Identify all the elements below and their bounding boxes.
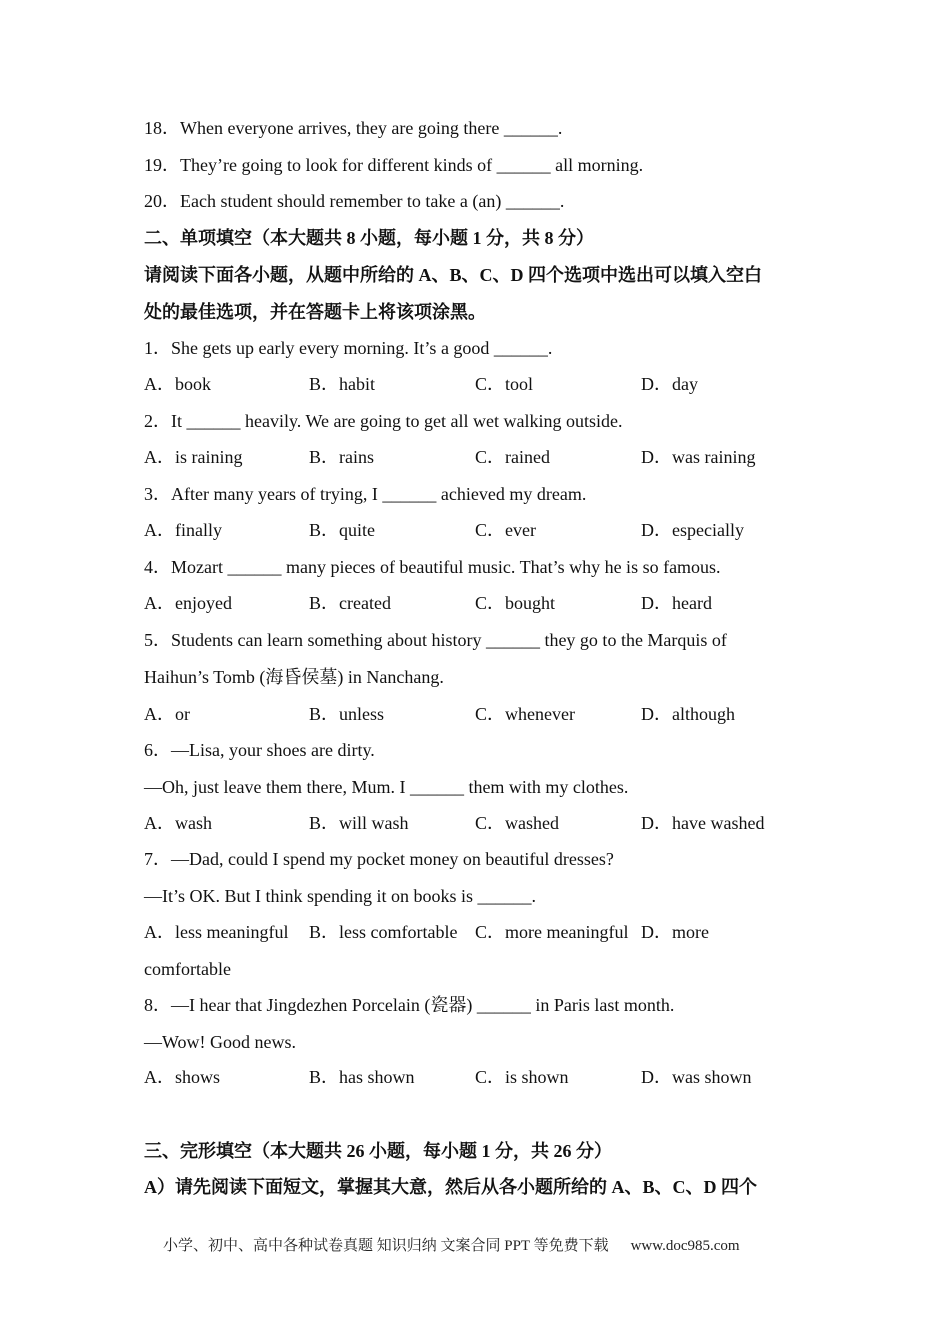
- question-5-option-a: A．or: [144, 704, 190, 724]
- question-2-option-d: D．was raining: [641, 447, 756, 467]
- question-5-option-d: D．although: [641, 704, 735, 724]
- question-6-option-b: B．will wash: [309, 813, 409, 833]
- question-1-option-d: D．day: [641, 374, 698, 394]
- question-3-option-a: A．finally: [144, 520, 222, 540]
- section3-heading: 三、完形填空（本大题共 26 小题，每小题 1 分，共 26 分）: [144, 1141, 612, 1161]
- question-7-option-c: C．more meaningful: [475, 922, 629, 942]
- question-6-option-a: A．wash: [144, 813, 212, 833]
- question-1-stem: 1．She gets up early every morning. It’s a good ______.: [144, 338, 553, 358]
- question-4-option-c: C．bought: [475, 593, 556, 613]
- question-1-option-b: B．habit: [309, 374, 375, 394]
- section2-heading: 二、单项填空（本大题共 8 小题，每小题 1 分，共 8 分）: [144, 228, 594, 248]
- question-7-option-b: B．less comfortable: [309, 922, 458, 942]
- footer-text: 小学、初中、高中各种试卷真题 知识归纳 文案合同 PPT 等免费下载: [163, 1238, 609, 1254]
- question-5-stem-line1: 5．Students can learn something about history ______ they go to the Marquis of: [144, 630, 727, 650]
- listening-question-19: 19．They’re going to look for different kinds of ______ all morning.: [144, 155, 644, 175]
- question-4-option-b: B．created: [309, 593, 391, 613]
- question-1-option-a: A．book: [144, 374, 211, 394]
- question-4-option-d: D．heard: [641, 593, 712, 613]
- question-3-option-d: D．especially: [641, 520, 744, 540]
- question-8-stem-line1: 8．—I hear that Jingdezhen Porcelain (瓷器) ______ in Paris last month.: [144, 995, 675, 1015]
- page-footer: [163, 1235, 740, 1257]
- question-4-stem: 4．Mozart ______ many pieces of beautiful music. That’s why he is so famous.: [144, 557, 721, 577]
- section2-instruction-line2: 处的最佳选项，并在答题卡上将该项涂黑。: [144, 302, 486, 322]
- question-5-option-b: B．unless: [309, 704, 385, 724]
- question-6-option-c: C．washed: [475, 813, 559, 833]
- question-2-option-a: A．is raining: [144, 447, 243, 467]
- question-3-stem: 3．After many years of trying, I ______ achieved my dream.: [144, 484, 587, 504]
- question-1-option-c: C．tool: [475, 374, 534, 394]
- question-8-option-d: D．was shown: [641, 1067, 752, 1087]
- question-2-option-b: B．rains: [309, 447, 374, 467]
- question-3-option-b: B．quite: [309, 520, 375, 540]
- listening-question-20: 20．Each student should remember to take a (an) ______.: [144, 191, 565, 211]
- question-8-option-b: B．has shown: [309, 1067, 415, 1087]
- question-2-option-c: C．rained: [475, 447, 550, 467]
- question-6-stem-line2: —Oh, just leave them there, Mum. I ______ them with my clothes.: [144, 777, 629, 797]
- question-5-stem-line2: Haihun’s Tomb (海昏侯墓) in Nanchang.: [144, 667, 444, 687]
- question-3-option-c: C．ever: [475, 520, 536, 540]
- question-8-option-c: C．is shown: [475, 1067, 569, 1087]
- section3-instruction-line1: A）请先阅读下面短文，掌握其大意，然后从各小题所给的 A、B、C、D 四个: [144, 1177, 757, 1197]
- question-8-stem-line2: —Wow! Good news.: [144, 1032, 297, 1052]
- question-6-option-d: D．have washed: [641, 813, 765, 833]
- question-7-option-a: A．less meaningful: [144, 922, 289, 942]
- question-7-stem-line2: —It’s OK. But I think spending it on books is ______.: [144, 886, 537, 906]
- question-5-option-c: C．whenever: [475, 704, 575, 724]
- question-6-stem-line1: 6．—Lisa, your shoes are dirty.: [144, 740, 375, 760]
- question-7-option-d: D．more: [641, 922, 709, 942]
- question-4-option-a: A．enjoyed: [144, 593, 232, 613]
- question-7-stem-line1: 7．—Dad, could I spend my pocket money on beautiful dresses?: [144, 849, 614, 869]
- question-8-option-a: A．shows: [144, 1067, 221, 1087]
- listening-question-18: 18．When everyone arrives, they are going there ______.: [144, 118, 563, 138]
- question-2-stem: 2．It ______ heavily. We are going to get all wet walking outside.: [144, 411, 623, 431]
- footer-url[interactable]: www.doc985.com: [630, 1238, 740, 1254]
- question-7-option-d-wrap: comfortable: [144, 959, 231, 979]
- section2-instruction-line1: 请阅读下面各小题，从题中所给的 A、B、C、D 四个选项中选出可以填入空白: [144, 265, 762, 285]
